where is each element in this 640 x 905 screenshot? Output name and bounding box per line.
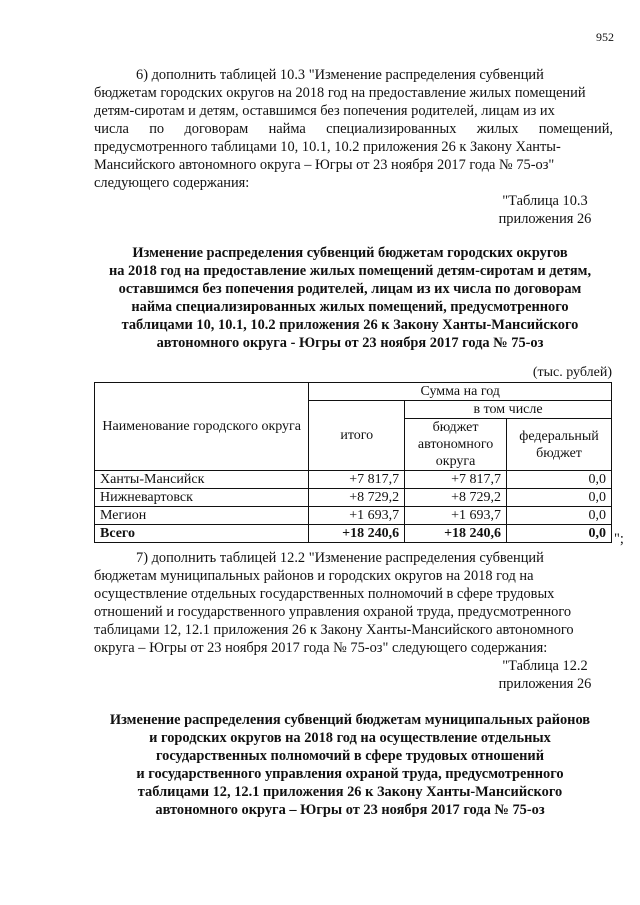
cell-district: +18 240,6 [405, 525, 507, 543]
heading-line: на 2018 год на предоставление жилых помещений детям-сиротам и детям, [108, 263, 592, 279]
cell-district: +1 693,7 [405, 507, 507, 525]
cell-federal: 0,0 [507, 489, 612, 507]
cell-district: +7 817,7 [405, 471, 507, 489]
heading-line: таблицами 10, 10.1, 10.2 приложения 26 к Закону Ханты-Мансийского [121, 317, 579, 333]
table-total-row [95, 525, 612, 543]
table-header-row [95, 383, 612, 401]
cell-federal: 0,0 [507, 525, 612, 543]
header-federal-budget: федеральный бюджет [507, 419, 612, 471]
para1-line: следующего содержания: [94, 175, 250, 191]
heading-line: и государственного управления охраной труда, предусмотренного [136, 766, 564, 782]
header-sum: Сумма на год [309, 383, 612, 401]
page-number: 952 [596, 30, 614, 44]
heading-line: Изменение распределения субвенций бюджетам городских округов [132, 245, 568, 261]
subsidy-table [94, 382, 612, 543]
cell-district: +8 729,2 [405, 489, 507, 507]
table-closing-quote: "; [614, 531, 624, 547]
cell-total: +1 693,7 [309, 507, 405, 525]
cell-name: Нижневартовск [95, 489, 309, 507]
heading-line: найма специализированных жилых помещений, предусмотренного [131, 299, 569, 315]
cell-federal: 0,0 [507, 471, 612, 489]
header-name: Наименование городского округа [95, 383, 309, 471]
cell-name: Мегион [95, 507, 309, 525]
heading-line: государственных полномочий в сфере трудовых отношений [155, 748, 544, 764]
ref-line: приложения 26 [498, 211, 592, 227]
para1-line: бюджетам городских округов на 2018 год на предоставление жилых помещений [94, 85, 586, 101]
para1-line: предусмотренного таблицами 10, 10.1, 10.2 приложения 26 к Закону Ханты- [94, 139, 561, 155]
table-reference-1 [470, 192, 620, 228]
heading-line: таблицами 12, 12.1 приложения 26 к Закону Ханты-Мансийского [137, 784, 563, 800]
heading-line: автономного округа - Югры от 23 ноября 2017 года № 75-оз [156, 335, 544, 351]
table-row [95, 489, 612, 507]
para2-line: бюджетам муниципальных районов и городских округов на 2018 год на [94, 568, 534, 584]
para2-line: осуществление отдельных государственных полномочий в сфере трудовых [94, 586, 555, 602]
header-including: в том числе [405, 401, 612, 419]
table-reference-2 [470, 657, 620, 693]
para1-line: 6) дополнить таблицей 10.3 "Изменение распределения субвенций [136, 67, 544, 83]
para2-line: отношений и государственного управления охраной труда, предусмотренного [94, 604, 572, 620]
heading-line: оставшимся без попечения родителей, лицам из их числа по договорам [118, 281, 582, 297]
heading-line: и городских округов на 2018 год на осуществление отдельных [149, 730, 551, 746]
unit-label: (тыс. рублей) [532, 365, 612, 380]
table-heading-1 [60, 244, 640, 352]
header-district-budget: бюджет автономного округа [405, 419, 507, 471]
heading-line: автономного округа – Югры от 23 ноября 2017 года № 75-оз [155, 802, 545, 818]
table-heading-2 [60, 711, 640, 819]
para2-line: таблицами 12, 12.1 приложения 26 к Закону Ханты-Мансийского автономного [94, 622, 574, 638]
para1-line: Мансийского автономного округа – Югры от 23 ноября 2017 года № 75-оз" [94, 157, 555, 173]
heading-line: Изменение распределения субвенций бюджетам муниципальных районов [109, 712, 591, 728]
paragraph-7 [94, 549, 613, 657]
header-total: итого [309, 401, 405, 471]
ref-line: "Таблица 12.2 [502, 658, 588, 674]
table-row [95, 507, 612, 525]
ref-line: приложения 26 [498, 676, 592, 692]
cell-name: Всего [95, 525, 309, 543]
cell-name: Ханты-Мансийск [95, 471, 309, 489]
cell-federal: 0,0 [507, 507, 612, 525]
para1-line: числа по договорам найма специализированных жилых помещений, [94, 121, 613, 137]
para2-line: округа – Югры от 23 ноября 2017 года № 75-оз" следующего содержания: [94, 640, 548, 656]
cell-total: +8 729,2 [309, 489, 405, 507]
cell-total: +18 240,6 [309, 525, 405, 543]
para1-line: детям-сиротам и детям, оставшимся без попечения родителей, лицам из их [94, 103, 555, 119]
paragraph-6 [94, 66, 613, 192]
table-row [95, 471, 612, 489]
para2-line: 7) дополнить таблицей 12.2 "Изменение распределения субвенций [136, 550, 544, 566]
cell-total: +7 817,7 [309, 471, 405, 489]
ref-line: "Таблица 10.3 [502, 193, 588, 209]
